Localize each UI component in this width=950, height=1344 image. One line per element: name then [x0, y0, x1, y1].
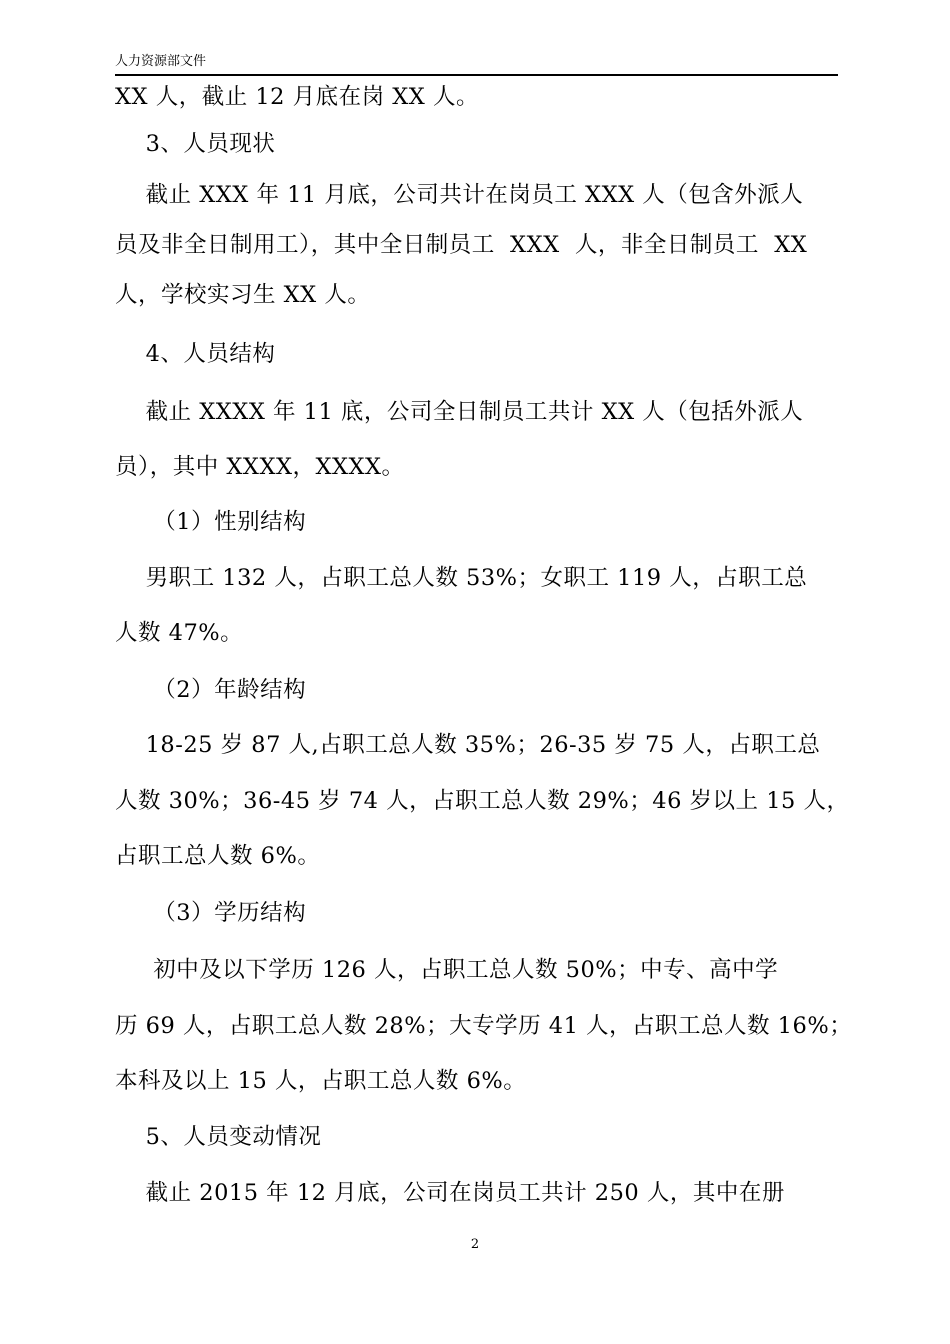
- header-title: 人力资源部文件: [115, 54, 207, 69]
- text-line: XX 人，截止 12 月底在岗 XX 人。: [115, 84, 479, 110]
- text-line: 员），其中 XXXX，XXXX。: [115, 454, 405, 480]
- text-line: 截止 XXXX 年 11 底，公司全日制员工共计 XX 人（包括外派人: [115, 399, 804, 425]
- text-line: 占职工总人数 6%。: [115, 843, 321, 869]
- page-header: [115, 52, 838, 76]
- subsection-heading: （1）性别结构: [115, 509, 307, 535]
- subsection-heading: （3）学历结构: [115, 900, 307, 926]
- section-heading: 5、人员变动情况: [115, 1124, 322, 1150]
- text-line: 截止 2015 年 12 月底，公司在岗员工共计 250 人，其中在册: [115, 1180, 785, 1206]
- text-line: 人数 47%。: [115, 620, 244, 646]
- section-heading: 4、人员结构: [115, 341, 276, 367]
- text-line: 初中及以下学历 126 人，占职工总人数 50%；中专、高中学: [115, 957, 779, 983]
- text-line: 18-25 岁 87 人,占职工总人数 35%；26-35 岁 75 人，占职工总: [115, 732, 821, 758]
- text-line: 历 69 人，占职工总人数 28%；大专学历 41 人，占职工总人数 16%；: [115, 1013, 853, 1039]
- text-line: 本科及以上 15 人，占职工总人数 6%。: [115, 1068, 527, 1094]
- page-number: 2: [470, 1237, 480, 1252]
- text-line: 男职工 132 人，占职工总人数 53%；女职工 119 人，占职工总: [115, 565, 808, 591]
- section-heading: 3、人员现状: [115, 131, 276, 157]
- subsection-heading: （2）年龄结构: [115, 677, 307, 703]
- text-line: 人，学校实习生 XX 人。: [115, 282, 371, 308]
- text-line: 人数 30%；36-45 岁 74 人，占职工总人数 29%；46 岁以上 15 人，: [115, 788, 850, 814]
- text-line: 员及非全日制用工），其中全日制员工 XXX 人，非全日制员工 XX: [115, 232, 808, 258]
- text-line: 截止 XXX 年 11 月底，公司共计在岗员工 XXX 人（包含外派人: [115, 182, 804, 208]
